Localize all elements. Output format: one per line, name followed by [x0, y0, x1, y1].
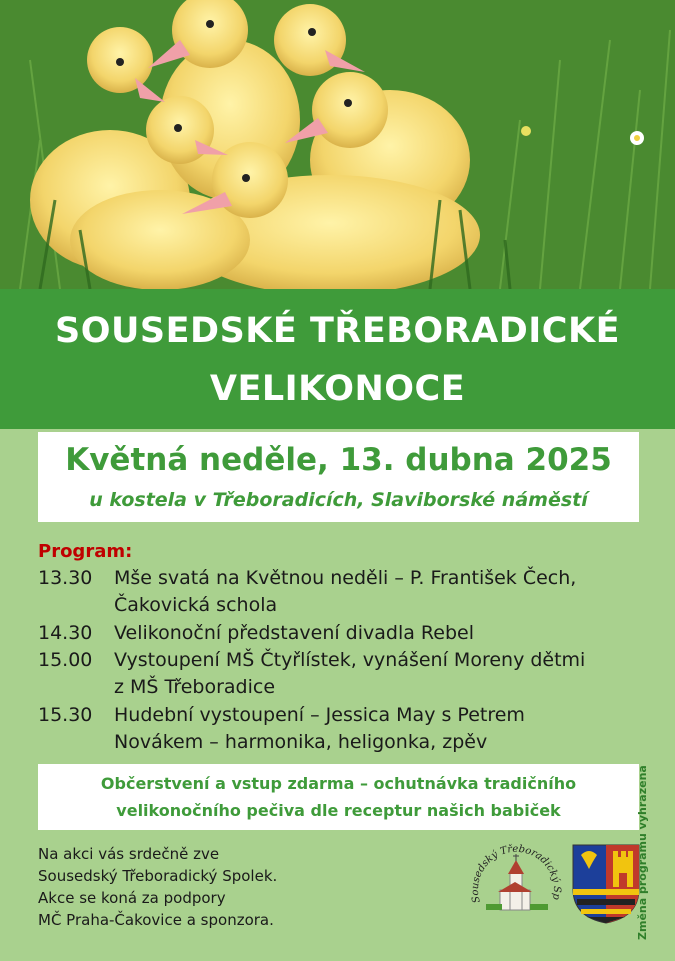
ducklings-photo [0, 0, 675, 289]
footer-line-1: Na akci vás srdečně zve [38, 845, 220, 863]
program-description [114, 647, 649, 701]
title-banner [0, 289, 675, 429]
footer-line-3: Akce se koná za podpory [38, 889, 226, 907]
program-time: 15.30 [38, 704, 93, 726]
program-description-line: z MŠ Třeboradice [114, 676, 276, 698]
svg-text:Sousedský Třeboradický Spolek: Sousedský Třeboradický Sp [469, 843, 563, 905]
ducklings-illustration [0, 0, 675, 289]
program-description-line: Čakovická schola [114, 594, 278, 616]
program-description-line: Hudební vystoupení – Jessica May s Petrem [114, 704, 525, 726]
program-description [114, 620, 649, 647]
refreshments-line-2: velikonočního pečiva dle receptur našich babiček [116, 801, 561, 820]
program-description-line: Novákem – harmonika, heligonka, zpěv [114, 731, 488, 753]
program-time: 15.00 [38, 649, 93, 671]
refreshments-box [38, 764, 639, 830]
program-description-line: Mše svatá na Květnou neděli – P. František Čech, [114, 567, 577, 589]
program-change-note: Změna programu vyhrazena [636, 765, 649, 940]
program-time: 13.30 [38, 567, 93, 589]
footer-line-4: MČ Praha-Čakovice a sponzora. [38, 911, 274, 929]
title-line-1: SOUSEDSKÉ TŘEBORADICKÉ [55, 311, 620, 351]
program-heading: Program: [38, 541, 133, 562]
program-description-line: Vystoupení MŠ Čtyřlístek, vynášení Moreny dětmi [114, 649, 586, 671]
title-line-2: VELIKONOCE [209, 369, 466, 409]
coat-of-arms-icon [571, 843, 641, 925]
program-description-line: Velikonoční představení divadla Rebel [114, 622, 474, 644]
refreshments-line-1: Občerstvení a vstup zdarma – ochutnávka tradičního [100, 774, 577, 793]
footer-line-2: Sousedský Třeboradický Spolek. [38, 867, 278, 885]
program-time: 14.30 [38, 622, 93, 644]
church-seal-icon [468, 842, 564, 938]
event-place: u kostela v Třeboradicích, Slaviborské náměstí [89, 489, 588, 511]
event-date: Květná neděle, 13. dubna 2025 [65, 442, 612, 478]
program-description [114, 702, 649, 756]
program-description [114, 565, 649, 619]
event-date-box [38, 432, 639, 522]
